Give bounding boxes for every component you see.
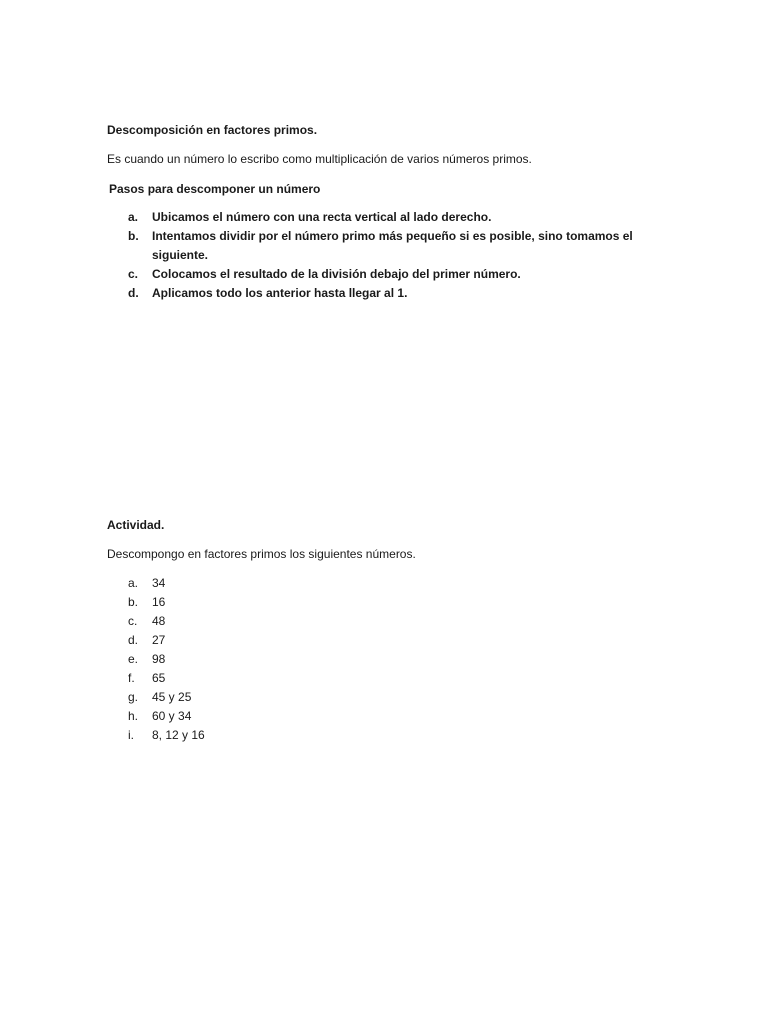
activity-title: Actividad. <box>107 518 165 532</box>
activity-list <box>128 574 648 745</box>
definition-text: Es cuando un número lo escribo como multiplicación de varios números primos. <box>107 152 532 166</box>
list-marker: f. <box>128 671 135 685</box>
list-item-text: 48 <box>152 614 166 628</box>
list-marker: e. <box>128 652 139 666</box>
list-marker: a. <box>128 576 139 590</box>
list-item <box>128 593 648 612</box>
activity-instruction: Descompongo en factores primos los siguientes números. <box>107 547 416 561</box>
list-item-text: 16 <box>152 595 166 609</box>
list-marker: a. <box>128 210 139 224</box>
list-item-text: Intentamos dividir por el número primo más pequeño si es posible, sino tomamos el siguiente. <box>152 229 633 262</box>
list-item <box>128 707 648 726</box>
list-item-text: Colocamos el resultado de la división debajo del primer número. <box>152 267 521 281</box>
list-item-text: 45 y 25 <box>152 690 192 704</box>
list-item-text: 34 <box>152 576 166 590</box>
list-marker: i. <box>128 728 134 742</box>
steps-heading: Pasos para descomponer un número <box>109 182 321 196</box>
list-marker: g. <box>128 690 139 704</box>
steps-list <box>128 208 648 303</box>
list-item <box>128 208 648 227</box>
list-item <box>128 574 648 593</box>
list-item-text: 60 y 34 <box>152 709 192 723</box>
list-item-text: Aplicamos todo los anterior hasta llegar al 1. <box>152 286 408 300</box>
list-item <box>128 669 648 688</box>
list-item-text: 27 <box>152 633 166 647</box>
list-item <box>128 631 648 650</box>
list-item <box>128 265 648 284</box>
list-marker: c. <box>128 267 139 281</box>
list-item <box>128 227 648 265</box>
list-item <box>128 612 648 631</box>
list-marker: h. <box>128 709 139 723</box>
list-item-text: 98 <box>152 652 166 666</box>
list-item-text: 8, 12 y 16 <box>152 728 205 742</box>
list-marker: d. <box>128 286 139 300</box>
list-item-text: 65 <box>152 671 166 685</box>
list-marker: d. <box>128 633 139 647</box>
list-marker: b. <box>128 229 139 243</box>
section-title: Descomposición en factores primos. <box>107 123 318 137</box>
list-item <box>128 284 648 303</box>
list-item <box>128 726 648 745</box>
list-item <box>128 688 648 707</box>
list-item <box>128 650 648 669</box>
list-item-text: Ubicamos el número con una recta vertical al lado derecho. <box>152 210 492 224</box>
list-marker: c. <box>128 614 138 628</box>
list-marker: b. <box>128 595 139 609</box>
